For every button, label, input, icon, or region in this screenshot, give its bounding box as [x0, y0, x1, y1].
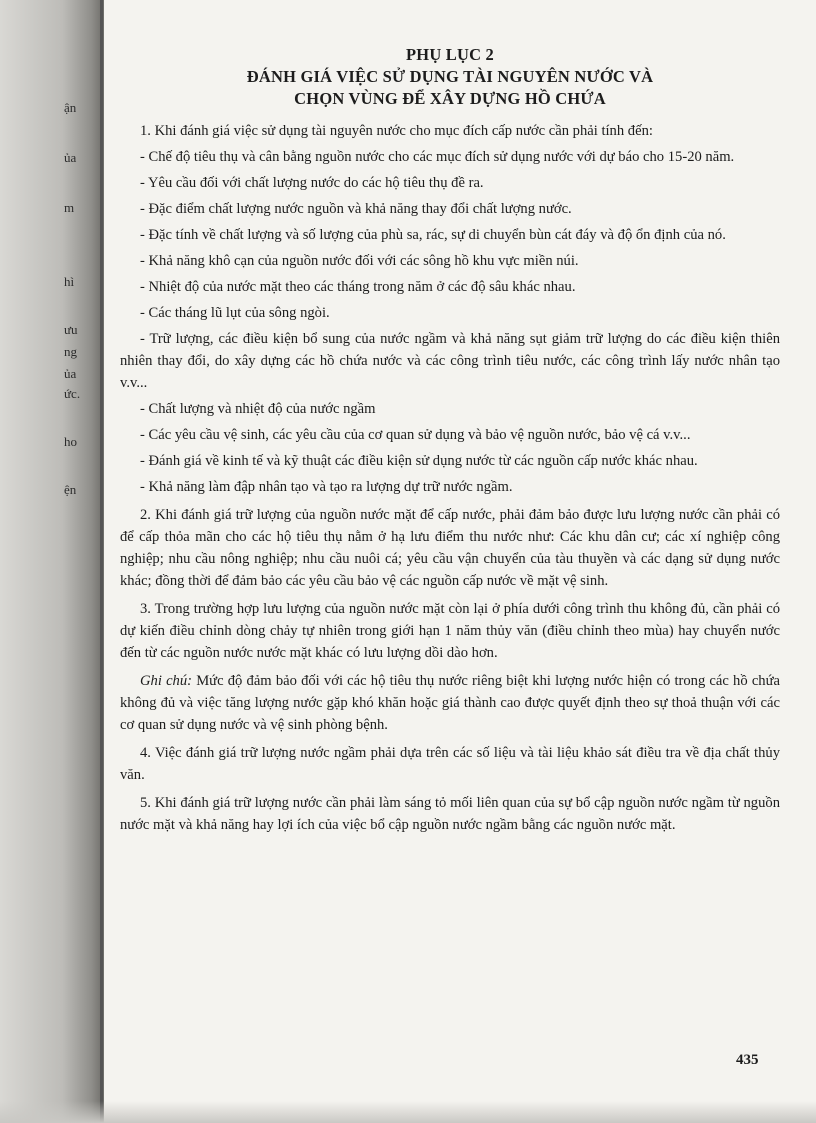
paragraph: - Đặc điểm chất lượng nước nguồn và khả năng thay đổi chất lượng nước.: [140, 201, 572, 217]
paragraph: - Yêu cầu đối với chất lượng nước do các hộ tiêu thụ đề ra.: [140, 175, 484, 191]
margin-fragment: ủa: [64, 366, 77, 381]
paragraph: 2. Khi đánh giá trữ lượng của nguồn nước mặt để cấp nước, phải đảm bảo được lưu lượng nước cần phải có để cấp thỏa mãn cho các hộ tiêu thụ nằm ở hạ lưu điểm thu nước như: Các khu dân cư; các xí nghiệp công nghiệp; nhu cầu nông nghiệp; nhu cầu nuôi cá; yêu cầu vận chuyển của tàu thuyền và các dạng sử dụng nước khác; đồng thời để đảm bảo các yêu cầu bảo vệ các nguồn cấp nước về mặt vệ sinh.: [120, 507, 780, 589]
paragraph: - Chế độ tiêu thụ và cân bằng nguồn nước cho các mục đích sử dụng nước với dự báo cho 15-20 năm.: [140, 149, 735, 165]
margin-fragment: ức.: [64, 386, 81, 401]
paragraph: 1. Khi đánh giá việc sử dụng tài nguyên nước cho mục đích cấp nước cần phải tính đến:: [140, 123, 653, 139]
paragraph: - Đặc tính về chất lượng và số lượng của phù sa, rác, sự di chuyển bùn cát đáy và độ ổn định của nó.: [140, 227, 726, 243]
body-text: [120, 120, 780, 836]
paragraph: 3. Trong trường hợp lưu lượng của nguồn nước mặt còn lại ở phía dưới công trình thu không đủ, cần phải có dự kiến điều chỉnh dòng chảy tự nhiên trong giới hạn 1 năm thủy văn (điều chỉnh theo mùa) hay chuyển nước đến từ các nguồn nước nước mặt khác có lưu lượng dồi dào hơn.: [120, 601, 780, 661]
margin-fragment: ện: [64, 482, 77, 497]
paragraph: - Các yêu cầu vệ sinh, các yêu cầu của cơ quan sử dụng và bảo vệ nguồn nước, bảo vệ cá v.v...: [140, 427, 691, 443]
appendix-title-line-1: ĐÁNH GIÁ VIỆC SỬ DỤNG TÀI NGUYÊN NƯỚC VÀ: [246, 67, 654, 86]
page-gutter: [100, 0, 103, 1123]
page-number: 435: [736, 1052, 759, 1068]
note-label: Ghi chú:: [140, 673, 193, 689]
paragraph: - Trữ lượng, các điều kiện bổ sung của nước ngầm và khả năng sụt giảm trữ lượng do các điều kiện thiên nhiên thay đổi, do xây dựng các hồ chứa nước và các công trình tiêu nước, các công trình lấy nước nhân tạo v.v...: [120, 331, 780, 391]
paragraph: - Đánh giá về kinh tế và kỹ thuật các điều kiện sử dụng nước từ các nguồn cấp nước khác nhau.: [140, 453, 698, 469]
margin-fragment: m: [64, 200, 75, 215]
paragraph: 4. Việc đánh giá trữ lượng nước ngầm phải dựa trên các số liệu và tài liệu khảo sát điều tra về địa chất thủy văn.: [120, 745, 780, 783]
paragraph: - Khả năng khô cạn của nguồn nước đối với các sông hồ khu vực miền núi.: [140, 253, 579, 269]
appendix-label: PHỤ LỤC 2: [406, 45, 494, 64]
paragraph: - Các tháng lũ lụt của sông ngòi.: [140, 305, 330, 321]
margin-fragment: ưu: [64, 322, 78, 337]
appendix-title-line-2: CHỌN VÙNG ĐỂ XÂY DỰNG HỒ CHỨA: [294, 89, 606, 108]
margin-fragment: ận: [64, 100, 77, 115]
paragraph: - Khả năng làm đập nhân tạo và tạo ra lượng dự trữ nước ngầm.: [140, 479, 513, 495]
bottom-edge-shadow: [0, 1101, 816, 1123]
note-text: Mức độ đảm bảo đối với các hộ tiêu thụ nước riêng biệt khi lượng nước hiện có trong các hồ chứa không đủ và việc tăng lượng nước gặp khó khăn hoặc giá thành cao được quyết định theo sự thoả thuận với các cơ quan sử dụng nước và vệ sinh phòng bệnh.: [120, 673, 780, 733]
paragraph: 5. Khi đánh giá trữ lượng nước cần phải làm sáng tỏ mối liên quan của sự bổ cập nguồn nước ngầm từ nguồn nước mặt và khả năng hay lợi ích của việc bổ cập nguồn nước ngầm bằng các nguồn nước mặt.: [120, 795, 780, 833]
margin-fragment: ho: [64, 434, 77, 449]
note-paragraph: [120, 670, 780, 736]
margin-fragment: ủa: [64, 150, 77, 165]
margin-fragment: hì: [64, 274, 75, 289]
margin-fragment: ng: [64, 344, 77, 359]
binding-shadow: [0, 0, 104, 1123]
paragraph: - Nhiệt độ của nước mặt theo các tháng trong năm ở các độ sâu khác nhau.: [140, 279, 576, 295]
paragraph: - Chất lượng và nhiệt độ của nước ngầm: [140, 401, 376, 417]
document-page: [120, 44, 780, 840]
